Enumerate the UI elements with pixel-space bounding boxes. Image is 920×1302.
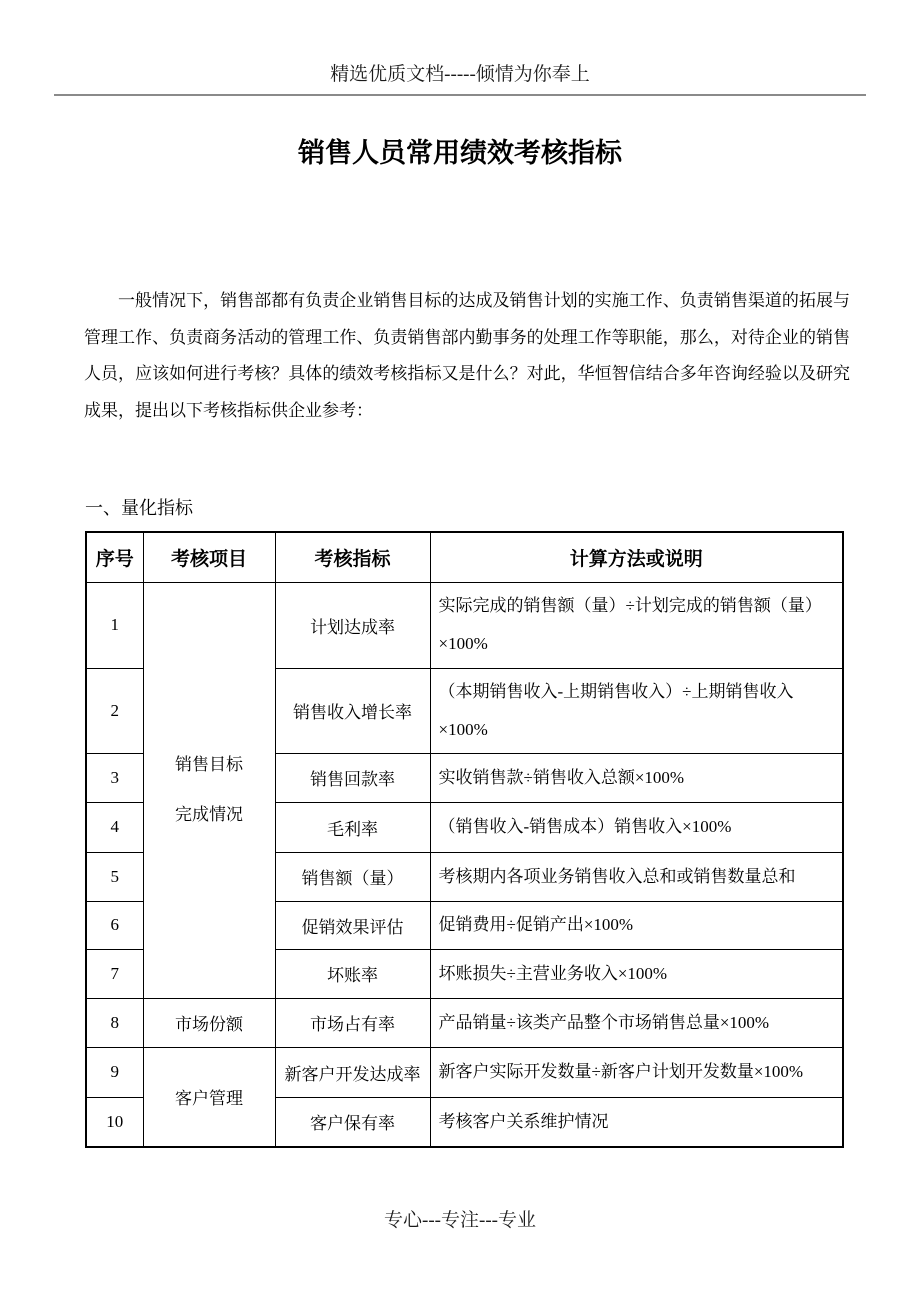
- col-header-project: 考核项目: [143, 532, 275, 582]
- footer-text: 专心---专注---专业: [384, 1210, 536, 1231]
- header-divider: [54, 94, 866, 96]
- cell-no: 7: [86, 949, 143, 998]
- cell-project: 客户管理: [143, 1047, 275, 1147]
- cell-indicator: 促销效果评估: [275, 901, 430, 949]
- col-header-indicator: 考核指标: [275, 532, 430, 582]
- cell-method: （销售收入-销售成本）销售收入×100%: [430, 802, 843, 852]
- cell-indicator: 新客户开发达成率: [275, 1047, 430, 1097]
- table-row: [86, 998, 843, 1047]
- cell-project: [143, 582, 275, 998]
- cell-indicator: 坏账率: [275, 949, 430, 998]
- cell-project: 市场份额: [143, 998, 275, 1047]
- table-header-row: [86, 532, 843, 582]
- section-heading: 一、量化指标: [85, 498, 193, 518]
- cell-indicator: 市场占有率: [275, 998, 430, 1047]
- table-row: [86, 582, 843, 668]
- cell-no: 4: [86, 802, 143, 852]
- page-title: 销售人员常用绩效考核指标: [298, 138, 622, 168]
- col-header-method: 计算方法或说明: [430, 532, 843, 582]
- cell-method: 实际完成的销售额（量）÷计划完成的销售额（量）×100%: [430, 582, 843, 668]
- cell-no: 6: [86, 901, 143, 949]
- header-text: 精选优质文档-----倾情为你奉上: [330, 64, 590, 85]
- cell-no: 1: [86, 582, 143, 668]
- cell-no: 10: [86, 1097, 143, 1147]
- cell-method: 坏账损失÷主营业务收入×100%: [430, 949, 843, 998]
- cell-no: 2: [86, 668, 143, 753]
- cell-indicator: 客户保有率: [275, 1097, 430, 1147]
- cell-method: 促销费用÷促销产出×100%: [430, 901, 843, 949]
- col-header-no: 序号: [86, 532, 143, 582]
- cell-method: 产品销量÷该类产品整个市场销售总量×100%: [430, 998, 843, 1047]
- intro-paragraph: 一般情况下，销售部都有负责企业销售目标的达成及销售计划的实施工作、负责销售渠道的拓展与管理工作、负责商务活动的管理工作、负责销售部内勤事务的处理工作等职能，那么，对待企业的销售人员，应该如何进行考核？具体的绩效考核指标又是什么？对此，华恒智信结合多年咨询经验以及研究成果，提出以下考核指标供企业参考：: [84, 291, 850, 420]
- cell-indicator: 毛利率: [275, 802, 430, 852]
- cell-indicator: 销售额（量）: [275, 852, 430, 901]
- cell-indicator: 销售收入增长率: [275, 668, 430, 753]
- table-row: [86, 1047, 843, 1097]
- cell-method: 实收销售款÷销售收入总额×100%: [430, 753, 843, 802]
- cell-method: 新客户实际开发数量÷新客户计划开发数量×100%: [430, 1047, 843, 1097]
- project-label: 销售目标完成情况: [174, 755, 243, 824]
- cell-no: 3: [86, 753, 143, 802]
- cell-method: 考核期内各项业务销售收入总和或销售数量总和: [430, 852, 843, 901]
- kpi-table: [85, 531, 844, 1148]
- cell-indicator: 销售回款率: [275, 753, 430, 802]
- cell-method: （本期销售收入-上期销售收入）÷上期销售收入×100%: [430, 668, 843, 753]
- cell-no: 8: [86, 998, 143, 1047]
- cell-no: 9: [86, 1047, 143, 1097]
- cell-indicator: 计划达成率: [275, 582, 430, 668]
- cell-method: 考核客户关系维护情况: [430, 1097, 843, 1147]
- cell-no: 5: [86, 852, 143, 901]
